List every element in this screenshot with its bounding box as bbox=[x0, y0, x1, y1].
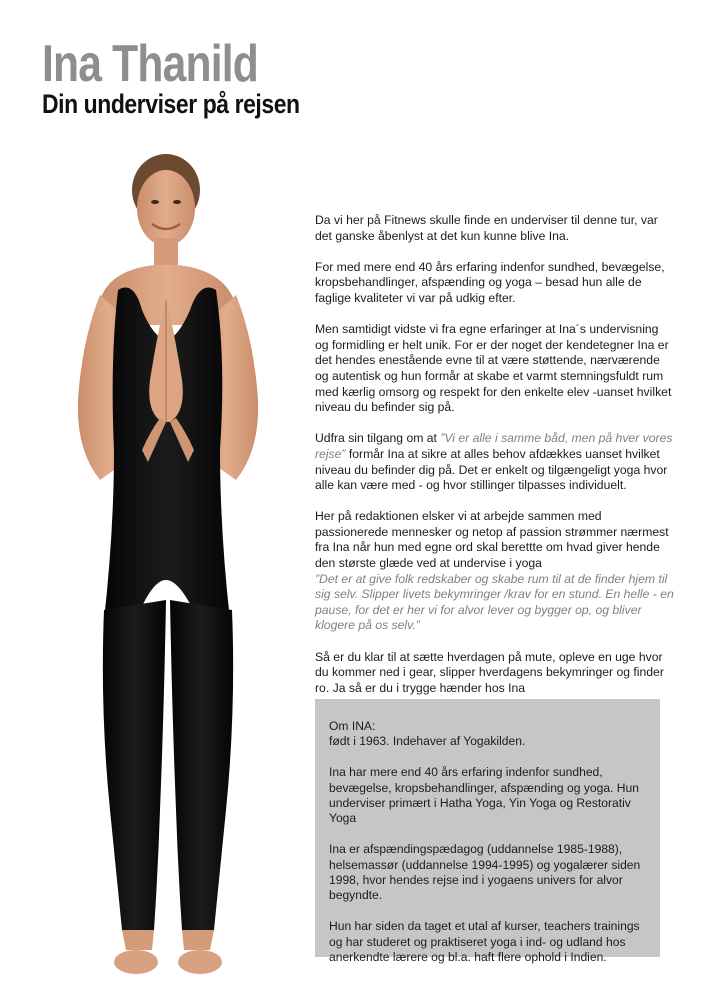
article-paragraph-1: Da vi her på Fitnews skulle finde en underviser til denne tur, var det ganske åbenlyst at det kun kunne blive Ina. bbox=[315, 213, 658, 243]
article-paragraph-5: Her på redaktionen elsker vi at arbejde sammen med passionerede mennesker og netop af passion strømmer nærmest fra Ina når hun med egne ord skal berettte om hvad giver hende den største glæde ved at undervise i yoga bbox=[315, 509, 669, 571]
article-quote-block bbox=[315, 572, 675, 634]
about-paragraph-2: Ina er afspændingspædagog (uddannelse 1985-1988), helsemassør (uddannelse 1994-1995) og yogalærer siden 1998, hvor hendes rejse ind i yogaens univers for alvor begyndte. bbox=[329, 842, 641, 903]
right-foot bbox=[178, 950, 222, 974]
article-paragraph-2: For med mere end 40 års erfaring indenfor sundhed, bevægelse, kropsbehandlinger, afspænding og yoga – besad hun alle de faglige kvaliteter vi var på udkig efter. bbox=[315, 259, 665, 305]
motto-quote: ”Vi er alle i samme båd, men på hver vores rejse” bbox=[315, 431, 673, 461]
page-title: Ina Thanild bbox=[42, 35, 259, 93]
instructor-quote: ”Det er at give folk redskaber og skabe rum til at de finder hjem til sig selv. Slipper livets bekymringer /krav for en stund. En helle - en pause, for det er her vi for alvor lever og bygger op, og bliver klogere på os selv.” bbox=[315, 571, 674, 633]
page-subtitle: Din underviser på rejsen bbox=[42, 89, 300, 119]
about-ina-box bbox=[315, 699, 660, 965]
right-leg bbox=[170, 600, 233, 930]
instructor-photo bbox=[30, 150, 310, 1000]
about-heading: Om INA: bbox=[329, 719, 376, 733]
about-paragraph-3: Hun har siden da taget et utal af kurser, teachers trainings og har studeret og praktiseret yoga i ind- og udland hos anerkendte lærere og bl.a. haft flere ophold i Indien. bbox=[329, 919, 640, 965]
about-born: født i 1963. Indehaver af Yogakilden. bbox=[329, 734, 526, 749]
article-paragraph-3: Men samtidigt vidste vi fra egne erfaringer at Ina´s undervisning og formidling er helt unik. For er der noget der kendetegner Ina er det hendes enestående evne til at være støttende, nærværende og autentisk og hun formår at skabe et varmt stemningsfuldt rum med kærlig omsorg og respekt for den enkelte elev -uanset hvilket niveau du befinder sig på. bbox=[315, 322, 672, 415]
article-paragraph-4 bbox=[315, 431, 675, 493]
article-paragraph-4-intro: Udfra sin tilgang om at bbox=[315, 431, 441, 446]
article-paragraph-4-rest: formår Ina at sikre at alles behov afdækkes uanset hvilket niveau du befinder dig på. Det er enkelt og tilgængeligt yoga hvor alle kan være med - og hvor stillinger tilpasses individuelt. bbox=[315, 446, 668, 493]
article-paragraph-6: Så er du klar til at sætte hverdagen på mute, opleve en uge hvor du kommer ned i gear, slipper hverdagens bekymringer og finder ro. Ja så er du i trygge hænder hos Ina bbox=[315, 649, 664, 695]
left-foot bbox=[114, 950, 158, 974]
left-leg bbox=[103, 600, 166, 930]
about-paragraph-1: Ina har mere end 40 års erfaring indenfor sundhed, bevægelse, kropsbehandlinger, afspænding og yoga. Hun underviser primært i Hatha Yoga, Yin Yoga og Restorativ Yoga bbox=[329, 765, 639, 826]
article-body bbox=[315, 213, 675, 712]
head bbox=[137, 170, 195, 246]
